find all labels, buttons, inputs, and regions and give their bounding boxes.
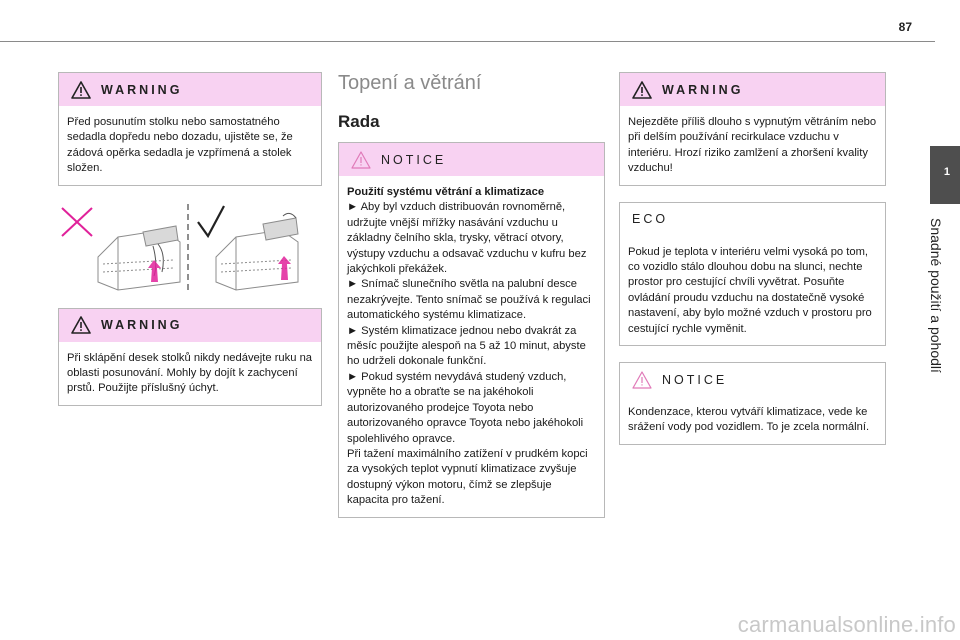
illustration-svg — [58, 202, 322, 294]
cross-icon — [62, 208, 92, 236]
notice-header — [339, 143, 604, 176]
column-1 — [58, 72, 322, 422]
notice-paragraph-2: ► Snímač slunečního světla na palubní desce nezakrývejte. Tento snímač se používá k regulaci automatického systému klimatizace. — [347, 278, 591, 322]
warning-label: WARNING — [101, 318, 183, 333]
notice-heading: Použití systému větrání a klimatizace — [347, 186, 545, 198]
page-number: 87 — [898, 20, 912, 34]
warning-triangle-icon — [632, 81, 652, 99]
warning-label: WARNING — [662, 82, 744, 97]
eco-header — [620, 203, 885, 236]
notice-text — [339, 176, 604, 517]
warning-box-fingers — [58, 308, 322, 406]
notice-box-ventilation — [338, 142, 605, 518]
eco-paragraph: Pokud je teplota v interiéru velmi vysoká po tom, co vozidlo stálo dlouhou dobu na slunci, nechte prostor pro cestující chvíli vyvětrat. Posuňte ovládání proudu vzduchu na dostatečně vysoké nastavení, aby bylo možné vzduch v prostoru pro cestující rychle vyměnit. — [628, 245, 872, 335]
notice-paragraph: Kondenzace, kterou vytváří klimatizace, vede ke srážení vody pod vozidlem. To je zcela normální. — [628, 406, 870, 434]
chapter-title: Snadné použití a pohodlí — [928, 218, 944, 373]
warning-text — [620, 106, 885, 185]
eco-label: ECO — [632, 212, 669, 227]
column-3 — [619, 72, 886, 461]
notice-paragraph-1: ► Aby byl vzduch distribuován rovnoměrně, udržujte vnější mřížky nasávání vzduchu u základny čelního skla, trysky, větrací otvory, výstupy vzduchu a odsavač vzduchu v kufru bez jakýchkoli překážek. — [347, 201, 587, 276]
sub-title: Rada — [338, 112, 380, 131]
notice-text — [620, 396, 885, 444]
seat-sketch-wrong — [98, 226, 180, 290]
notice-label: NOTICE — [662, 372, 728, 387]
notice-triangle-icon — [351, 151, 371, 169]
check-icon — [198, 206, 224, 236]
eco-box — [619, 202, 886, 346]
section-title: Topení a větrání — [338, 72, 482, 94]
warning-triangle-icon — [71, 81, 91, 99]
header-rule — [0, 41, 935, 42]
eco-text — [620, 236, 885, 345]
warning-label: WARNING — [101, 82, 183, 97]
notice-header — [620, 363, 885, 396]
column-2 — [338, 72, 605, 534]
warning-box-ventilation-off — [619, 72, 886, 186]
notice-label: NOTICE — [381, 152, 447, 167]
notice-paragraph-4: ► Pokud systém nevydává studený vzduch, vypněte ho a obraťte se na jakéhokoli autorizovaného prodejce Toyota nebo autorizovaného opravce Toyota nebo jakéhokoli spolehlivého opravce. — [347, 370, 584, 445]
chapter-tab-number: 1 — [943, 166, 950, 178]
notice-paragraph-3: ► Systém klimatizace jednou nebo dvakrát za měsíc použijte alespoň na 5 až 10 minut, abyste ho udrželi dokonale funkční. — [347, 324, 586, 368]
warning-text — [59, 106, 321, 185]
warning-triangle-icon — [71, 316, 91, 334]
warning-header — [59, 73, 321, 106]
pink-arrow-wrong — [148, 260, 161, 282]
notice-box-condensation — [619, 362, 886, 445]
notice-triangle-icon — [632, 371, 652, 389]
warning-header — [620, 73, 885, 106]
table-fold-illustration — [58, 202, 322, 294]
warning-paragraph: Před posunutím stolku nebo samostatného sedadla dopředu nebo dozadu, ujistěte se, že zádová opěrka sedadla je vzpřímená a stolek složen. — [67, 116, 293, 175]
warning-paragraph: Při sklápění desek stolků nikdy nedávejte ruku na oblasti posunování. Mohly by dojít k zachycení prstů. Použijte příslušný úchyt. — [67, 351, 313, 395]
warning-paragraph: Nejezděte příliš dlouho s vypnutým větráním nebo při delším používání recirkulace vzduchu v interiéru. Hrozí riziko zamlžení a zhoršení kvality vzduchu! — [628, 116, 877, 175]
notice-paragraph-5: Při tažení maximálního zatížení v prudkém kopci za vysokých teplot vypnutí klimatizace zvyšuje dostupný výkon motoru, čímž se zlepšuje kapacita pro tažení. — [347, 447, 588, 507]
warning-box-table-slide — [58, 72, 322, 186]
warning-header — [59, 309, 321, 342]
warning-text — [59, 342, 321, 405]
watermark: carmanualsonline.info — [737, 612, 956, 637]
